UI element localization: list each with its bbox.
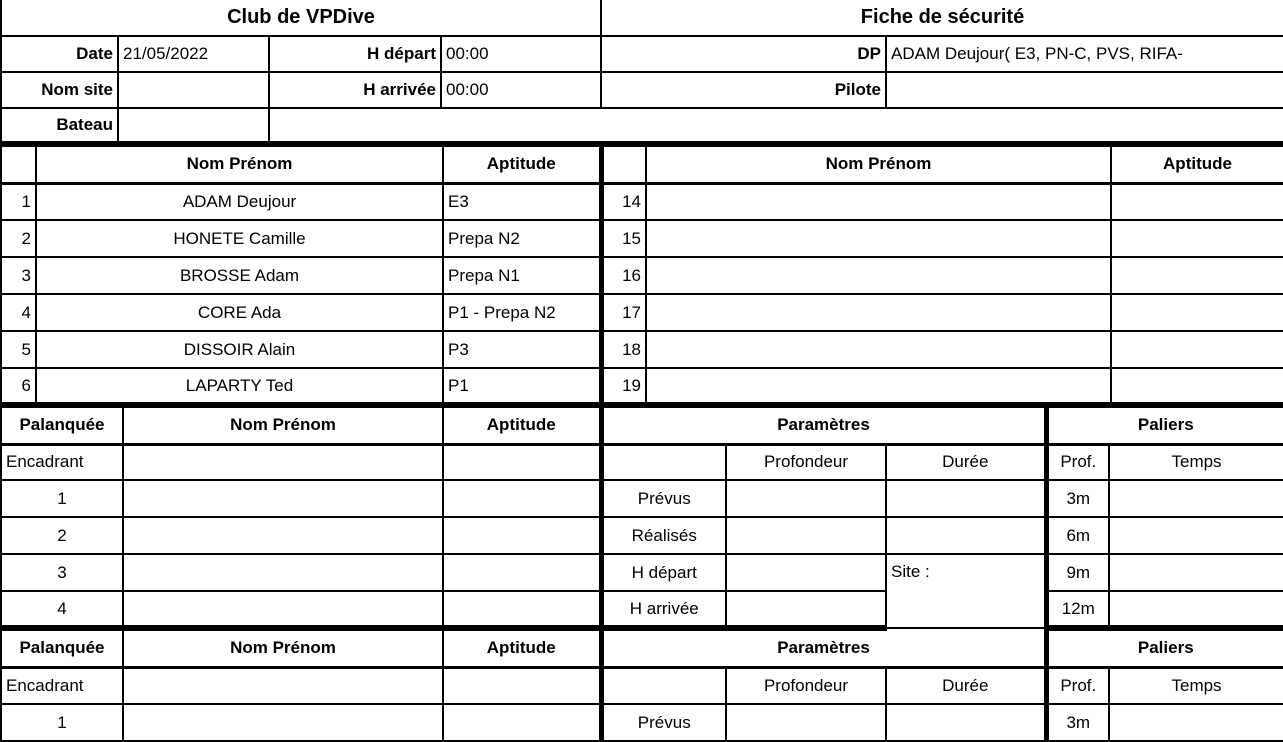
param-corner-cell [601, 667, 726, 704]
diver-aptitude-cell[interactable]: Prepa N2 [443, 220, 601, 257]
diver-name-cell[interactable] [646, 331, 1111, 368]
diver-aptitude-cell[interactable] [1111, 331, 1283, 368]
divers-roster-table [0, 147, 1283, 408]
palanquee-block-2 [0, 631, 1283, 742]
diver-number: 19 [601, 368, 646, 405]
palier-temps-cell[interactable] [1109, 704, 1283, 741]
diver-name-cell[interactable]: CORE Ada [36, 294, 443, 331]
diver-name-cell[interactable]: HONETE Camille [36, 220, 443, 257]
h-depart-value-cell[interactable]: 00:00 [441, 36, 601, 72]
duree-header: Durée [886, 444, 1046, 480]
roster-row [1, 257, 1283, 294]
parametres-header: Paramètres [601, 631, 1046, 667]
h-arrivee-value-cell[interactable]: 00:00 [441, 72, 601, 108]
profondeur-value-cell[interactable] [726, 704, 886, 741]
diver-number: 17 [601, 294, 646, 331]
palanquee-name-cell[interactable] [123, 480, 443, 517]
diver-name-cell[interactable] [646, 220, 1111, 257]
encadrant-aptitude-cell[interactable] [443, 667, 601, 704]
palanquee-aptitude-header: Aptitude [443, 408, 601, 444]
roster-left-num-header [1, 147, 36, 183]
diver-number: 2 [1, 220, 36, 257]
roster-row [1, 331, 1283, 368]
roster-left-aptitude-header: Aptitude [443, 147, 601, 183]
encadrant-label: Encadrant [1, 667, 123, 704]
palanquee-row-number: 2 [1, 517, 123, 554]
roster-row [1, 294, 1283, 331]
diver-name-cell[interactable] [646, 294, 1111, 331]
paliers-header: Paliers [1046, 408, 1283, 444]
diver-name-cell[interactable] [646, 368, 1111, 405]
site-label-cell[interactable]: Site : [886, 554, 1046, 628]
palier-depth-label: 3m [1046, 704, 1109, 741]
diver-number: 6 [1, 368, 36, 405]
diver-aptitude-cell[interactable] [1111, 220, 1283, 257]
pilote-value-cell[interactable] [886, 72, 1283, 108]
encadrant-name-cell[interactable] [123, 667, 443, 704]
palanquee-name-cell[interactable] [123, 517, 443, 554]
palier-temps-cell[interactable] [1109, 554, 1283, 591]
palanquee-aptitude-cell[interactable] [443, 704, 601, 741]
palanquee-name-cell[interactable] [123, 591, 443, 628]
diver-name-cell[interactable]: BROSSE Adam [36, 257, 443, 294]
encadrant-name-cell[interactable] [123, 444, 443, 480]
roster-left-name-header: Nom Prénom [36, 147, 443, 183]
diver-name-cell[interactable]: ADAM Deujour [36, 183, 443, 220]
bateau-label: Bateau [1, 108, 118, 144]
param-corner-cell [601, 444, 726, 480]
profondeur-header: Profondeur [726, 667, 886, 704]
diver-aptitude-cell[interactable] [1111, 183, 1283, 220]
palanquee-aptitude-cell[interactable] [443, 480, 601, 517]
diver-aptitude-cell[interactable]: P1 [443, 368, 601, 405]
diver-number: 4 [1, 294, 36, 331]
palier-temps-cell[interactable] [1109, 591, 1283, 628]
palanquee-row-number: 1 [1, 704, 123, 741]
palanquee-name-cell[interactable] [123, 554, 443, 591]
bateau-value-cell[interactable] [118, 108, 269, 144]
palanquee-block-1 [0, 408, 1283, 631]
roster-right-aptitude-header: Aptitude [1111, 147, 1283, 183]
diver-number: 14 [601, 183, 646, 220]
sheet-title: Fiche de sécurité [601, 0, 1283, 36]
profondeur-header: Profondeur [726, 444, 886, 480]
diver-aptitude-cell[interactable] [1111, 368, 1283, 405]
palier-depth-label: 6m [1046, 517, 1109, 554]
palanquee-name-header: Nom Prénom [123, 631, 443, 667]
palanquee-aptitude-header: Aptitude [443, 631, 601, 667]
dp-value-cell[interactable]: ADAM Deujour( E3, PN-C, PVS, RIFA- [886, 36, 1283, 72]
diver-aptitude-cell[interactable] [1111, 257, 1283, 294]
diver-aptitude-cell[interactable]: Prepa N1 [443, 257, 601, 294]
palier-temps-cell[interactable] [1109, 480, 1283, 517]
palanquee-row-number: 4 [1, 591, 123, 628]
diver-number: 18 [601, 331, 646, 368]
diver-number: 16 [601, 257, 646, 294]
palanquee-header: Palanquée [1, 408, 123, 444]
diver-number: 1 [1, 183, 36, 220]
h-depart-label: H départ [269, 36, 441, 72]
temps-header: Temps [1109, 444, 1283, 480]
param-row-label: H départ [601, 554, 726, 591]
roster-right-num-header [601, 147, 646, 183]
diver-aptitude-cell[interactable] [1111, 294, 1283, 331]
profondeur-value-cell[interactable] [726, 517, 886, 554]
roster-row [1, 220, 1283, 257]
encadrant-label: Encadrant [1, 444, 123, 480]
nom-site-value-cell[interactable] [118, 72, 269, 108]
palier-depth-label: 12m [1046, 591, 1109, 628]
paliers-header: Paliers [1046, 631, 1283, 667]
param-row-label: Prévus [601, 704, 726, 741]
duree-value-cell[interactable] [886, 480, 1046, 517]
palier-depth-label: 3m [1046, 480, 1109, 517]
duree-value-cell[interactable] [886, 704, 1046, 741]
prof-header: Prof. [1046, 444, 1109, 480]
param-row-label: Réalisés [601, 517, 726, 554]
date-label: Date [1, 36, 118, 72]
roster-row [1, 368, 1283, 405]
nom-site-label: Nom site [1, 72, 118, 108]
palanquee-name-cell[interactable] [123, 704, 443, 741]
palanquee-aptitude-cell[interactable] [443, 591, 601, 628]
diver-number: 15 [601, 220, 646, 257]
palanquee-header: Palanquée [1, 631, 123, 667]
roster-right-name-header: Nom Prénom [646, 147, 1111, 183]
palier-depth-label: 9m [1046, 554, 1109, 591]
parametres-header: Paramètres [601, 408, 1046, 444]
param-row-label: Prévus [601, 480, 726, 517]
palanquee-row-number: 1 [1, 480, 123, 517]
diver-number: 5 [1, 331, 36, 368]
roster-row [1, 183, 1283, 220]
bateau-value-wide-cell[interactable] [269, 108, 1283, 144]
palanquee-name-header: Nom Prénom [123, 408, 443, 444]
palanquee-row-number: 3 [1, 554, 123, 591]
palanquee-aptitude-cell[interactable] [443, 517, 601, 554]
date-value-cell[interactable]: 21/05/2022 [118, 36, 269, 72]
pilote-label: Pilote [601, 72, 886, 108]
h-arrivee-value-cell[interactable] [726, 591, 886, 628]
encadrant-aptitude-cell[interactable] [443, 444, 601, 480]
duree-header: Durée [886, 667, 1046, 704]
club-title: Club de VPDive [1, 0, 601, 36]
diver-name-cell[interactable]: DISSOIR Alain [36, 331, 443, 368]
diver-name-cell[interactable]: LAPARTY Ted [36, 368, 443, 405]
diver-aptitude-cell[interactable]: P1 - Prepa N2 [443, 294, 601, 331]
temps-header: Temps [1109, 667, 1283, 704]
prof-header: Prof. [1046, 667, 1109, 704]
h-depart-value-cell[interactable] [726, 554, 886, 591]
top-info-table [0, 0, 1283, 147]
param-row-label: H arrivée [601, 591, 726, 628]
dp-label: DP [601, 36, 886, 72]
diver-aptitude-cell[interactable]: P3 [443, 331, 601, 368]
palanquee-aptitude-cell[interactable] [443, 554, 601, 591]
profondeur-value-cell[interactable] [726, 480, 886, 517]
duree-value-cell[interactable] [886, 517, 1046, 554]
diver-number: 3 [1, 257, 36, 294]
palier-temps-cell[interactable] [1109, 517, 1283, 554]
diver-aptitude-cell[interactable]: E3 [443, 183, 601, 220]
diver-name-cell[interactable] [646, 257, 1111, 294]
diver-name-cell[interactable] [646, 183, 1111, 220]
h-arrivee-label: H arrivée [269, 72, 441, 108]
